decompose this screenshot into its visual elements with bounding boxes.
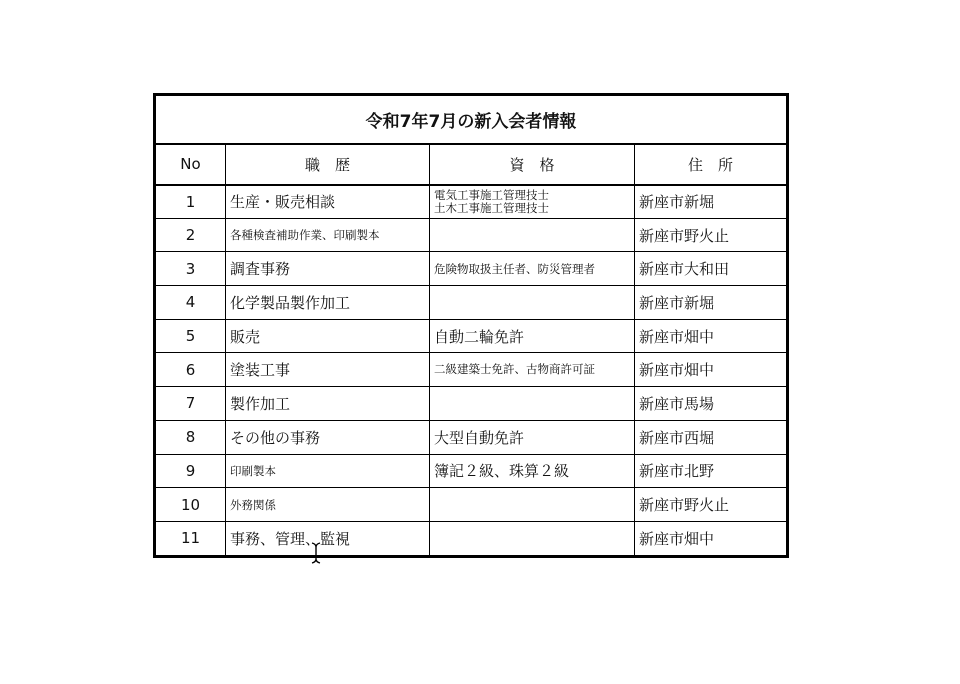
row-no-cell: 5 (156, 319, 226, 353)
member-info-table-frame (153, 93, 789, 558)
row-qualification-cell (430, 286, 635, 320)
row-career-cell: 事務、管理、監視 (226, 521, 430, 555)
row-address-cell: 新座市大和田 (635, 252, 787, 286)
column-header-no: No (156, 144, 226, 185)
row-address-cell: 新座市西堀 (635, 420, 787, 454)
column-header-address: 住 所 (635, 144, 787, 185)
row-no-cell: 9 (156, 454, 226, 488)
table-row (156, 488, 787, 522)
row-no-cell: 7 (156, 387, 226, 421)
row-address-cell: 新座市野火止 (635, 218, 787, 252)
text-cursor-icon (309, 542, 323, 564)
table-title: 令和7年7月の新入会者情報 (156, 96, 787, 144)
row-career-cell: 化学製品製作加工 (226, 286, 430, 320)
row-address-cell: 新座市馬場 (635, 387, 787, 421)
table-row (156, 387, 787, 421)
row-career-cell: 印刷製本 (226, 454, 430, 488)
row-address-cell: 新座市新堀 (635, 185, 787, 219)
row-qualification-cell (430, 387, 635, 421)
row-address-cell: 新座市畑中 (635, 521, 787, 555)
row-qualification-cell: 電気工事施工管理技士 土木工事施工管理技士 (430, 185, 635, 219)
row-career-cell: 販売 (226, 319, 430, 353)
row-qualification-cell: 二級建築士免許、古物商許可証 (430, 353, 635, 387)
row-qualification-cell (430, 488, 635, 522)
row-qualification-cell: 大型自動免許 (430, 420, 635, 454)
row-career-cell: 調査事務 (226, 252, 430, 286)
row-no-cell: 6 (156, 353, 226, 387)
table-row (156, 185, 787, 219)
table-row (156, 454, 787, 488)
row-no-cell: 2 (156, 218, 226, 252)
row-address-cell: 新座市北野 (635, 454, 787, 488)
column-header-qualification: 資 格 (430, 144, 635, 185)
row-career-cell: 生産・販売相談 (226, 185, 430, 219)
row-qualification-cell (430, 521, 635, 555)
row-no-cell: 4 (156, 286, 226, 320)
table-row (156, 286, 787, 320)
row-no-cell: 3 (156, 252, 226, 286)
table-row (156, 353, 787, 387)
row-qualification-cell: 自動二輪免許 (430, 319, 635, 353)
row-address-cell: 新座市畑中 (635, 353, 787, 387)
row-career-cell: 製作加工 (226, 387, 430, 421)
table-row (156, 319, 787, 353)
row-address-cell: 新座市新堀 (635, 286, 787, 320)
row-career-cell: 塗装工事 (226, 353, 430, 387)
row-address-cell: 新座市野火止 (635, 488, 787, 522)
column-header-career: 職 歴 (226, 144, 430, 185)
row-qualification-cell: 簿記２級、珠算２級 (430, 454, 635, 488)
row-career-cell: 外務関係 (226, 488, 430, 522)
row-qualification-cell (430, 218, 635, 252)
row-career-cell: 各種検査補助作業、印刷製本 (226, 218, 430, 252)
row-no-cell: 11 (156, 521, 226, 555)
row-address-cell: 新座市畑中 (635, 319, 787, 353)
table-row (156, 218, 787, 252)
table-row (156, 252, 787, 286)
table-body (156, 185, 787, 556)
row-career-cell: その他の事務 (226, 420, 430, 454)
row-no-cell: 10 (156, 488, 226, 522)
table-row (156, 521, 787, 555)
table-row (156, 420, 787, 454)
member-info-table (155, 95, 787, 556)
row-no-cell: 8 (156, 420, 226, 454)
row-no-cell: 1 (156, 185, 226, 219)
row-qualification-cell: 危険物取扱主任者、防災管理者 (430, 252, 635, 286)
